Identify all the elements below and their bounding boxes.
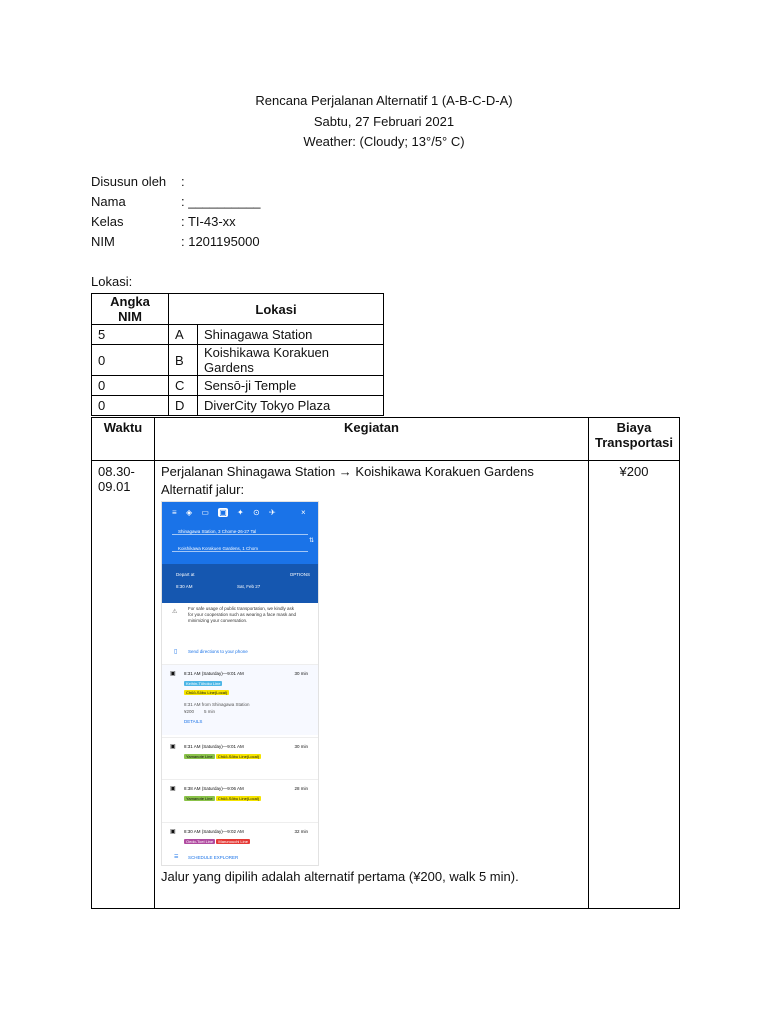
activity-conclusion: Jalur yang dipilih adalah alternatif pertama (¥200, walk 5 min). <box>161 869 519 884</box>
details-link: DETAILS <box>184 719 203 724</box>
swap-icon: ⇅ <box>308 538 314 544</box>
cell-place: DiverCity Tokyo Plaza <box>198 396 384 416</box>
trip-option <box>162 822 318 853</box>
info-key: NIM <box>91 234 115 249</box>
cell-letter: D <box>169 396 198 416</box>
line-tag: Oedo-Toei Line <box>186 839 214 844</box>
info-nama <box>91 194 261 209</box>
depart-time: 8:30 AM <box>176 584 193 589</box>
bus-icon: ▣ <box>170 829 176 835</box>
trip-duration: 28 min <box>294 786 308 791</box>
trip-duration: 32 min <box>294 829 308 834</box>
transit-icon: ▣ <box>219 508 227 517</box>
info-key: Disusun oleh <box>91 174 167 189</box>
cell-digit: 0 <box>92 376 169 396</box>
info-value: : 1201195000 <box>181 234 260 249</box>
schedule-table <box>91 417 680 909</box>
lokasi-table <box>91 293 384 416</box>
directions-header <box>162 502 318 603</box>
trip-fare: ¥200 <box>184 709 195 714</box>
depart-label: Depart at <box>176 572 195 577</box>
info-nim <box>91 234 260 249</box>
header-lokasi: Lokasi <box>169 294 384 325</box>
trip-duration: 30 min <box>294 671 308 676</box>
line-tag: Yamanote Line <box>186 796 213 801</box>
depart-date: Sat, Feb 27 <box>237 584 261 589</box>
schedule-explorer-link: SCHEDULE EXPLORER <box>188 855 239 860</box>
send-link: Send directions to your phone <box>188 649 248 654</box>
schedule-header-row <box>92 418 680 461</box>
trip-walk: 5 min <box>204 709 216 714</box>
cell-place: Sensō-ji Temple <box>198 376 384 396</box>
bus-icon: ▣ <box>170 671 176 677</box>
line-tag: Keihin-Tōhoku Line <box>186 681 221 686</box>
doc-title: Rencana Perjalanan Alternatif 1 (A-B-C-D-A) <box>255 93 513 108</box>
bike-icon: ⊙ <box>252 508 260 517</box>
line-tag: Chūō-Sōbu Line(Local) <box>217 796 260 801</box>
line-tag: Yamanote Line <box>186 754 213 759</box>
trip-detail: 8:31 AM from Shinagawa Station <box>184 702 250 707</box>
bus-icon: ▣ <box>170 786 176 792</box>
menu-icon: ≡ <box>172 508 177 517</box>
phone-icon: ▯ <box>174 649 178 655</box>
info-key: Nama <box>91 194 126 209</box>
cell-letter: A <box>169 325 198 345</box>
trip-time: 8:31 AM (Saturday)—9:01 AM <box>184 744 244 749</box>
info-value: : __________ <box>181 194 261 209</box>
activity-subtitle: Alternatif jalur: <box>161 482 245 497</box>
trip-option <box>162 664 318 735</box>
doc-date: Sabtu, 27 Februari 2021 <box>313 114 455 129</box>
trip-time: 8:31 AM (Saturday)—9:01 AM <box>184 671 244 676</box>
header-waktu: Waktu <box>92 418 155 461</box>
cell-cost: ¥200 <box>588 461 679 909</box>
header-biaya: Biaya Transportasi <box>588 418 679 461</box>
doc-weather: Weather: (Cloudy; 13°/5° C) <box>303 134 465 149</box>
cell-letter: B <box>169 345 198 376</box>
schedule-icon: ☰ <box>174 854 179 860</box>
table-row <box>92 325 384 345</box>
trip-duration: 30 min <box>294 744 308 749</box>
line-tag: Chūō-Sōbu Line(Local) <box>186 690 228 695</box>
walk-icon: ✦ <box>237 508 244 517</box>
trip-time: 8:38 AM (Saturday)—9:06 AM <box>184 786 244 791</box>
destination-field: Koishikawa Korakuen Gardens, 1 Chom <box>172 546 308 552</box>
bus-icon: ▣ <box>170 744 176 750</box>
cell-activity <box>155 461 589 909</box>
cell-digit: 0 <box>92 396 169 416</box>
cell-place: Shinagawa Station <box>198 325 384 345</box>
cell-time: 08.30-09.01 <box>92 461 155 909</box>
trip-option <box>162 737 318 778</box>
flight-icon: ✈ <box>268 508 276 517</box>
lokasi-label: Lokasi: <box>91 274 133 289</box>
table-row <box>92 345 384 376</box>
cell-digit: 0 <box>92 345 169 376</box>
schedule-row <box>92 461 680 909</box>
table-row <box>92 376 384 396</box>
car-icon: ▭ <box>201 508 209 517</box>
header-angka-nim: Angka NIM <box>92 294 169 325</box>
info-kelas <box>91 214 236 229</box>
header-kegiatan: Kegiatan <box>155 418 589 461</box>
table-row <box>92 396 384 416</box>
activity-title: Perjalanan Shinagawa Station → Koishikawa Korakuen Gardens <box>161 464 534 479</box>
cell-place: Koishikawa Korakuen Gardens <box>198 345 384 376</box>
directions-icon: ◈ <box>185 508 193 517</box>
safety-notice: For safe usage of public transportation, we kindly ask for your cooperation such as wearing a face mask and minimizing your conversation. <box>188 606 297 623</box>
table-header-row <box>92 294 384 325</box>
line-tag: Marunouchi Line <box>218 839 248 844</box>
options-label: OPTIONS <box>289 572 310 577</box>
trip-time: 8:30 AM (Saturday)—9:02 AM <box>184 829 244 834</box>
info-value: : <box>181 174 185 189</box>
line-tag: Chūō-Sōbu Line(Local) <box>217 754 260 759</box>
info-disusun <box>91 174 185 189</box>
cell-letter: C <box>169 376 198 396</box>
close-icon: × <box>301 508 306 517</box>
warning-icon: ⚠ <box>172 609 178 615</box>
directions-screenshot <box>161 501 319 866</box>
info-value: : TI-43-xx <box>181 214 236 229</box>
cell-digit: 5 <box>92 325 169 345</box>
info-key: Kelas <box>91 214 124 229</box>
origin-field: Shinagawa Station, 3 Chome-26-27 Tal <box>172 529 308 535</box>
trip-option <box>162 779 318 820</box>
